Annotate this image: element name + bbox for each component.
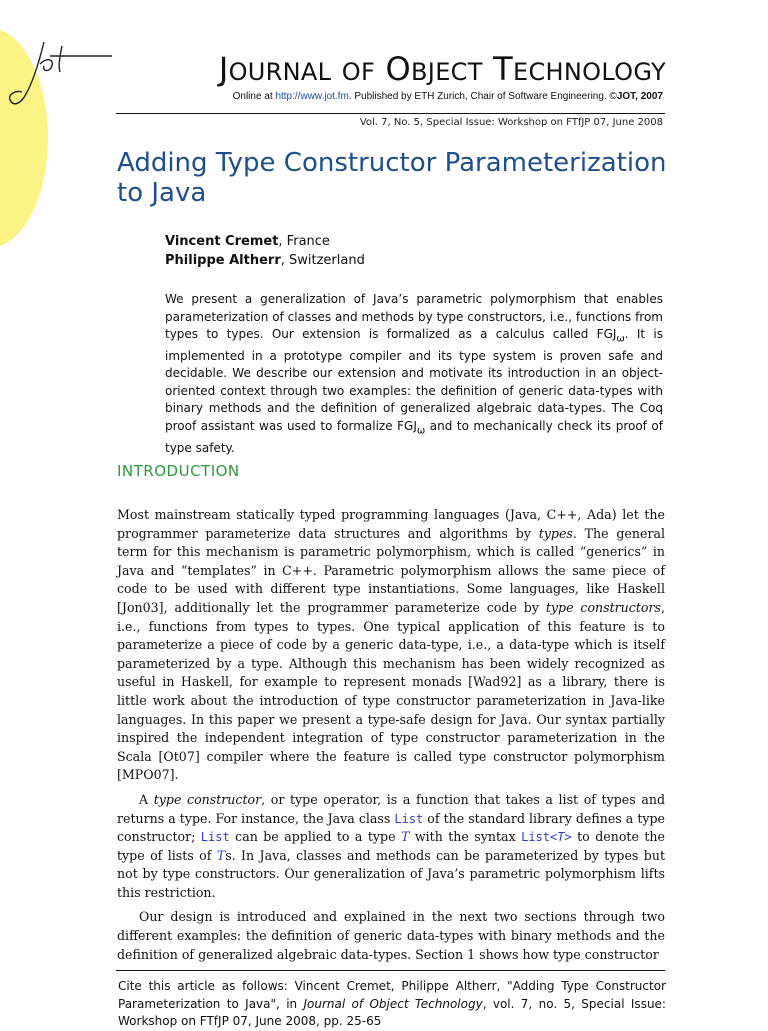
math-type-variable: T — [216, 847, 226, 863]
jot-logo-icon — [0, 28, 120, 118]
text-run: , i.e., functions from types to types. One typical application of this feature is to parameterize a piece of code by a generic data-type, i.e., a data-type which is itself parameterized by a type. Although this mechanism has been widely recognized as useful in Haskell, for example to represent monads [Wad92] as a library, there is little work about the introduction of type constructor parameterization in Java-like languages. In this paper we present a type-safe design for Java. Our syntax partially inspired the independent integration of type constructor parameterization in the Scala [Ot07] compiler where the feature is called type constructor polymorphism [MPO07]. — [117, 599, 665, 783]
code-list: List — [394, 811, 424, 826]
online-prefix: Online at — [232, 91, 276, 102]
math-type-variable: T — [557, 830, 565, 845]
text-run: A — [139, 791, 154, 807]
math-type-variable: T — [400, 829, 410, 845]
emphasis: type constructor — [153, 791, 262, 807]
author-list — [165, 232, 365, 270]
paragraph — [117, 506, 665, 785]
header-divider — [116, 113, 665, 114]
section-heading-introduction: INTRODUCTION — [117, 462, 240, 480]
abstract-text: We present a generalization of Java’s parametric polymorphism that enables parameterization of classes and methods by type constructors, i.e., functions from types to types. Our extension is formalized as a calculus called FGJ — [165, 292, 663, 341]
abstract — [165, 291, 663, 457]
code-list: List — [200, 830, 230, 845]
citation-text: Cite this article as follows: Vincent Cremet, Philippe Altherr, "Adding Type Constructor Parameterization to Java", in — [118, 979, 666, 1011]
paper-title-line-2: to Java — [117, 178, 207, 208]
author-name: Philippe Altherr — [165, 253, 281, 268]
emphasis: type constructors — [545, 599, 661, 615]
author-name: Vincent Cremet — [165, 234, 279, 249]
author-country: , Switzerland — [280, 253, 365, 268]
online-suffix: . Published by ETH Zurich, Chair of Software Engineering. © — [348, 91, 617, 102]
abstract-text: . It is implemented in a prototype compiler and its type system is proven safe and decidable. We describe our extension and motivate its introduction in an object-oriented context through two examples: the definition of generic data-types with binary methods and the definition of generalized algebraic data-types. The Coq proof assistant was used to formalize FGJ — [165, 327, 663, 433]
paper-title-line-1: Adding Type Constructor Parameterization — [117, 148, 667, 178]
text-run: to denote the type of lists of — [117, 829, 665, 863]
emphasis: types — [538, 525, 573, 541]
paper-title — [117, 148, 677, 208]
code-list-generic: > — [564, 830, 572, 845]
omega-subscript: ω — [416, 425, 426, 437]
introduction-body — [117, 506, 665, 970]
text-run: can be applied to a type — [229, 829, 401, 845]
citation-journal: Journal of Object Technology — [303, 996, 483, 1011]
author-country: , France — [278, 234, 330, 249]
code-list-generic: List< — [521, 830, 558, 845]
journal-title: JOURNAL OF OBJECT TECHNOLOGY — [218, 50, 666, 88]
abstract-text: and to mechanically check its proof of type safety. — [165, 418, 663, 455]
copyright-text: JOT, 2007 — [616, 91, 663, 102]
citation-text: , vol. 7, no. 5, Special Issue: Workshop on FTfJP 07, June 2008, pp. 25-65 — [118, 996, 666, 1028]
footer-divider — [116, 970, 665, 971]
author-1 — [165, 232, 365, 251]
text-run: with the syntax — [409, 829, 522, 845]
omega-subscript: ω — [616, 333, 625, 345]
author-2 — [165, 251, 365, 270]
text-run: s. In Java, classes and methods can be parameterized by types but not by type constructors. Our generalization of Java’s parametric polymorphism lifts this restriction. — [117, 847, 665, 900]
text-run: Most mainstream statically typed programming languages (Java, C++, Ada) let the programmer parameterize data structures and algorithms by — [117, 507, 665, 541]
publication-info — [118, 91, 663, 102]
journal-url-link[interactable]: http://www.jot.fm — [275, 91, 349, 102]
issue-info: Vol. 7, No. 5, Special Issue: Workshop on FTfJP 07, June 2008 — [359, 117, 663, 128]
text-run: , or type operator, is a function that takes a list of types and returns a type. For instance, the Java class — [117, 791, 666, 826]
text-run: . The general term for this mechanism is parametric polymorphism, which is called “generics” in Java and “templates” in C++. Parametric polymorphism allows the same piece of code to be used with different type instantiations. Some languages, like Haskell [Jon03], additionally let the programmer parameterize code by — [117, 525, 666, 615]
paragraph: Our design is introduced and explained in the next two sections through two different examples: the definition of generic data-types with binary methods and the definition of generalized algebraic data-types. Section 1 shows how type constructor — [117, 909, 665, 962]
citation-footer — [118, 978, 666, 1031]
paragraph — [117, 791, 665, 903]
text-run: of the standard library defines a type constructor; — [117, 810, 666, 845]
